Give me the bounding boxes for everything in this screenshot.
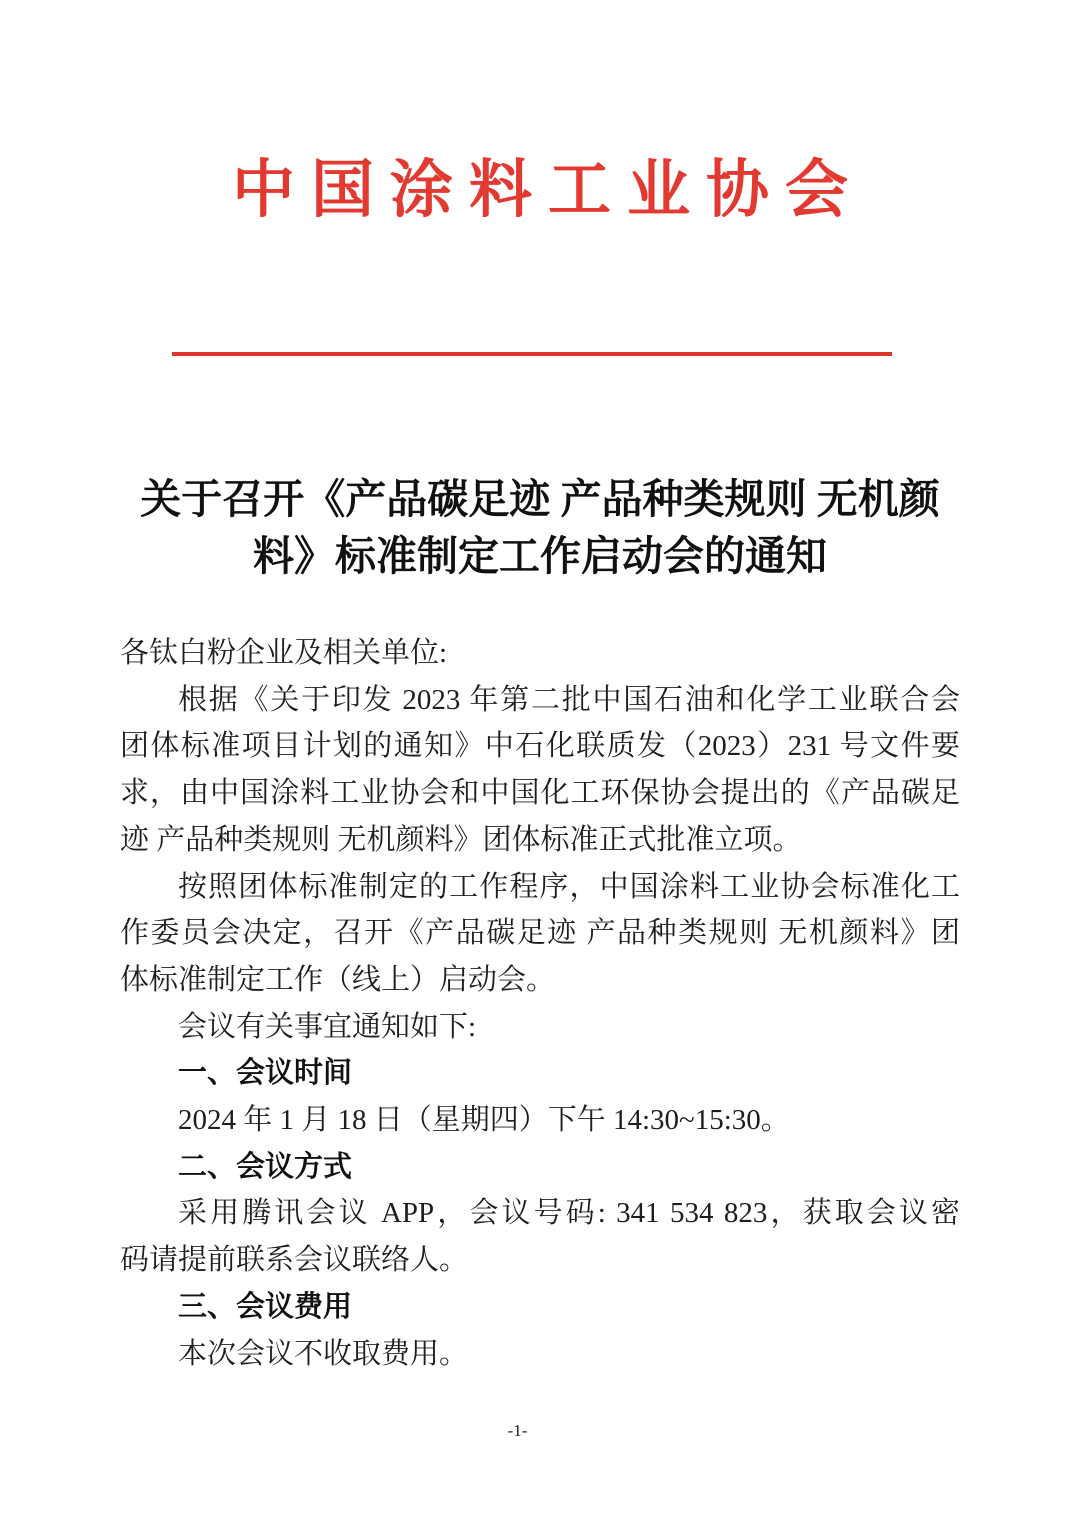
- document-body: [120, 630, 960, 1377]
- letterhead-divider: [172, 352, 892, 356]
- body-line: 迹 产品种类规则 无机颜料》团体标准正式批准立项。: [120, 823, 802, 856]
- section-heading: 二、会议方式: [178, 1150, 353, 1183]
- paragraph-notice-intro: [120, 1004, 960, 1051]
- page-number: -1-: [507, 1421, 528, 1440]
- body-line: 体标准制定工作（线上）启动会。: [120, 963, 556, 996]
- salutation: 各钛白粉企业及相关单位:: [120, 637, 448, 669]
- body-line: 采用腾讯会议 APP，会议号码: 341 534 823，获取会议密: [178, 1197, 960, 1230]
- body-line: 会议有关事宜通知如下:: [178, 1010, 477, 1043]
- paragraph-meeting-method: [120, 1190, 960, 1283]
- document-title-line1: 关于召开《产品碳足迹 产品种类规则 无机颜: [140, 476, 940, 522]
- body-line: 根据《关于印发 2023 年第二批中国石油和化学工业联合会: [178, 683, 960, 716]
- paragraph-meeting-decision: [120, 864, 960, 1004]
- body-line: 码请提前联系会议联络人。: [120, 1244, 469, 1277]
- paragraph-meeting-time: [120, 1097, 960, 1144]
- section-heading-meeting-fee: [120, 1284, 960, 1331]
- body-line: 求，由中国涂料工业协会和中国化工环保协会提出的《产品碳足: [120, 777, 960, 810]
- body-line: 作委员会决定，召开《产品碳足迹 产品种类规则 无机颜料》团: [120, 917, 960, 950]
- section-heading-meeting-method: [120, 1144, 960, 1191]
- document-title: [60, 471, 1020, 585]
- body-line: 团体标准项目计划的通知》中石化联质发（2023）231 号文件要: [120, 730, 960, 763]
- section-heading-meeting-time: [120, 1050, 960, 1097]
- paragraph-project-approval: [120, 677, 960, 864]
- document-title-line2: 料》标准制定工作启动会的通知: [253, 533, 827, 579]
- paragraph-meeting-fee: [120, 1331, 960, 1378]
- section-heading: 一、会议时间: [178, 1057, 353, 1090]
- letterhead-org-title: 中国涂料工业协会: [232, 155, 864, 225]
- section-heading: 三、会议费用: [178, 1290, 353, 1323]
- body-line: 本次会议不收取费用。: [178, 1337, 469, 1370]
- body-line: 2024 年 1 月 18 日（星期四）下午 14:30~15:30。: [178, 1104, 790, 1137]
- body-line: 按照团体标准制定的工作程序，中国涂料工业协会标准化工: [178, 870, 960, 903]
